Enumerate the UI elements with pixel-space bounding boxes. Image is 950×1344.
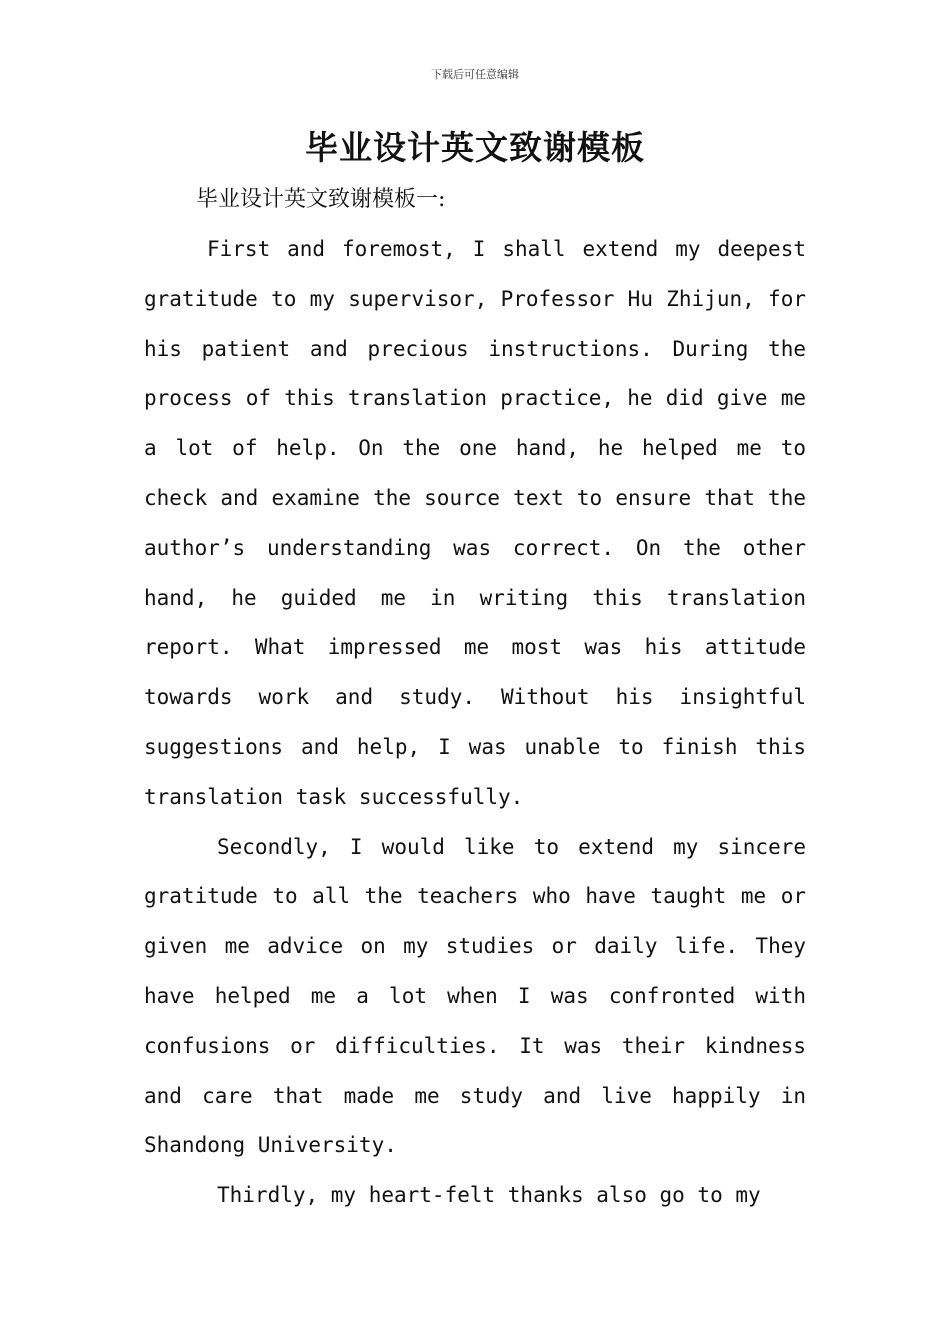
document-title: 毕业设计英文致谢模板 <box>305 128 645 167</box>
header-note: 下载后可任意编辑 <box>431 68 519 81</box>
document-body <box>144 225 806 1221</box>
paragraph-second-teachers: Secondly, I would like to extend my sincere gratitude to all the teachers who have taught me or given me advice on my studies or daily life. They have helped me a lot when I was confronted with confusions or difficulties. It was their kindness and care that made me study and live happily in Shandong University. <box>144 834 806 1158</box>
paragraph-third-thanks: Thirdly, my heart-felt thanks also go to my <box>217 1183 761 1208</box>
document-subtitle: 毕业设计英文致谢模板一: <box>196 187 446 212</box>
paragraph-first-supervisor: First and foremost, I shall extend my deepest gratitude to my supervisor, Professor Hu Zhijun, for his patient and precious instructions. During the process of this translation practice, he did give me a lot of help. On the one hand, he helped me to check and examine the source text to ensure that the author’s understanding was correct. On the other hand, he guided me in writing this translation report. What impressed me most was his attitude towards work and study. Without his insightful suggestions and help, I was unable to finish this translation task successfully. <box>144 237 806 809</box>
